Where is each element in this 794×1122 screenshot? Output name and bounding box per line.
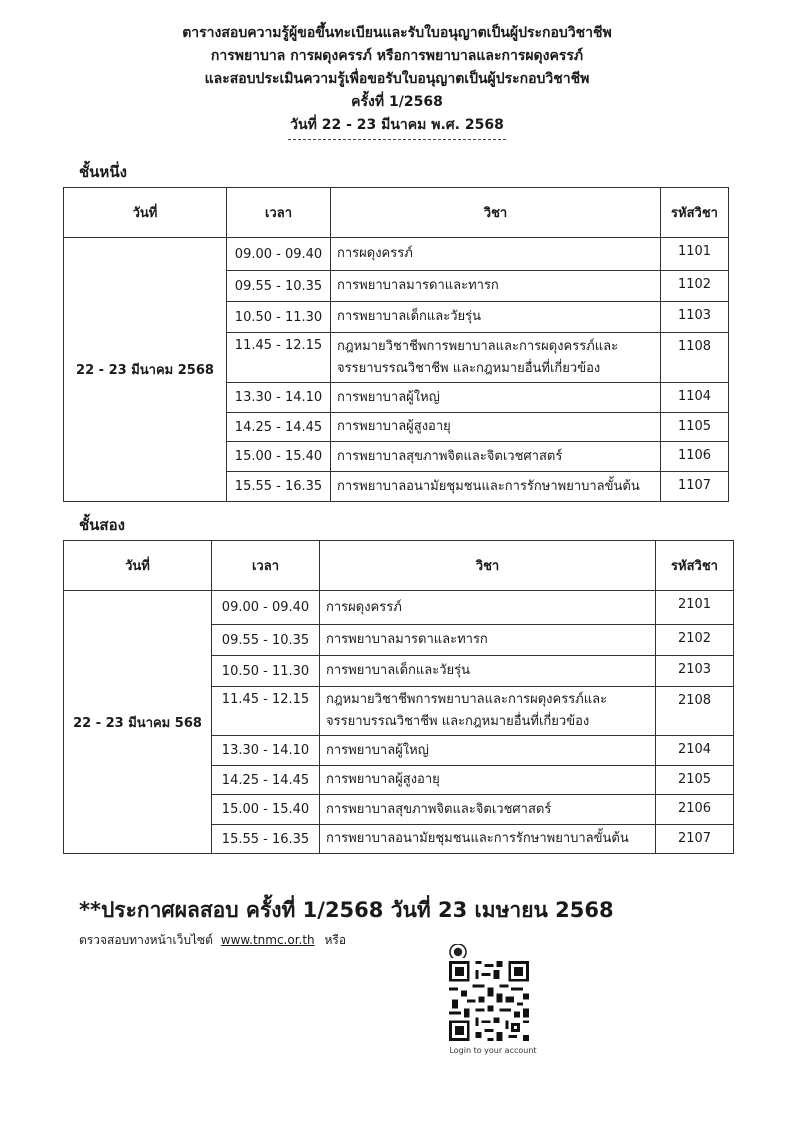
time-cell: 09.55 - 10.35 bbox=[212, 625, 320, 656]
exam-dates: วันที่ 22 - 23 มีนาคม พ.ศ. 2568 bbox=[290, 117, 504, 133]
col-date-header: วันที่ bbox=[64, 541, 212, 591]
code-cell: 2102 bbox=[656, 625, 734, 656]
code-cell: 2101 bbox=[656, 591, 734, 625]
qr-code-block bbox=[440, 944, 546, 1064]
title-line-2: การพยาบาล การผดุงครรภ์ หรือการพยาบาลและการผดุงครรภ์ bbox=[210, 48, 584, 64]
subject-cell: การพยาบาลอนามัยชุมชนและการรักษาพยาบาลขั้นต้น bbox=[320, 825, 656, 854]
exam-table-level-1 bbox=[63, 187, 729, 502]
table-row bbox=[64, 238, 729, 271]
table-header-row bbox=[64, 541, 734, 591]
qr-caption: Login to your account bbox=[449, 1046, 537, 1055]
check-results-text: ตรวจสอบทางหน้าเว็บไซต์ bbox=[79, 933, 213, 947]
time-cell: 14.25 - 14.45 bbox=[227, 413, 331, 442]
or-text: หรือ bbox=[324, 933, 347, 947]
exam-table-level-2 bbox=[63, 540, 734, 854]
subject-line-2: จรรยาบรรณวิชาชีพ และกฎหมายอื่นที่เกี่ยวข้อง bbox=[326, 714, 590, 729]
exam-date-cell: 22 - 23 มีนาคม 568 bbox=[64, 591, 212, 854]
time-cell: 13.30 - 14.10 bbox=[227, 383, 331, 413]
time-cell: 11.45 - 12.15 bbox=[227, 333, 331, 383]
code-cell: 1101 bbox=[661, 238, 729, 271]
subject-line-2: จรรยาบรรณวิชาชีพ และกฎหมายอื่นที่เกี่ยวข้อง bbox=[337, 360, 601, 376]
round-number: ครั้งที่ 1/2568 bbox=[351, 94, 443, 110]
col-subject-header: วิชา bbox=[320, 541, 656, 591]
table-header-row bbox=[64, 188, 729, 238]
code-cell: 2108 bbox=[656, 687, 734, 736]
time-cell: 15.55 - 16.35 bbox=[212, 825, 320, 854]
code-cell: 1102 bbox=[661, 271, 729, 302]
col-subject-header: วิชา bbox=[331, 188, 661, 238]
qr-code-icon[interactable] bbox=[444, 958, 534, 1044]
time-cell: 13.30 - 14.10 bbox=[212, 736, 320, 766]
subject-cell: การพยาบาลผู้ใหญ่ bbox=[320, 736, 656, 766]
code-cell: 1108 bbox=[661, 333, 729, 383]
subject-cell: การพยาบาลเด็กและวัยรุ่น bbox=[320, 656, 656, 687]
code-cell: 1107 bbox=[661, 472, 729, 502]
subject-cell: การพยาบาลมารดาและทารก bbox=[320, 625, 656, 656]
time-cell: 10.50 - 11.30 bbox=[212, 656, 320, 687]
subject-line-1: กฎหมายวิชาชีพการพยาบาลและการผดุงครรภ์และ bbox=[337, 338, 619, 354]
subject-cell: การพยาบาลมารดาและทารก bbox=[331, 271, 661, 302]
col-code-header: รหัสวิชา bbox=[661, 188, 729, 238]
code-cell: 1104 bbox=[661, 383, 729, 413]
time-cell: 10.50 - 11.30 bbox=[227, 302, 331, 333]
subject-line-1: กฎหมายวิชาชีพการพยาบาลและการผดุงครรภ์และ bbox=[326, 692, 608, 707]
document-header bbox=[0, 22, 794, 140]
subject-cell: การพยาบาลเด็กและวัยรุ่น bbox=[331, 302, 661, 333]
code-cell: 2106 bbox=[656, 795, 734, 825]
title-line-1: ตารางสอบความรู้ผู้ขอขึ้นทะเบียนและรับใบอนุญาตเป็นผู้ประกอบวิชาชีพ bbox=[182, 25, 612, 41]
subject-cell: การพยาบาลผู้สูงอายุ bbox=[320, 766, 656, 795]
code-cell: 2104 bbox=[656, 736, 734, 766]
code-cell: 1106 bbox=[661, 442, 729, 472]
subject-cell: การพยาบาลอนามัยชุมชนและการรักษาพยาบาลขั้นต้น bbox=[331, 472, 661, 502]
check-results-line bbox=[79, 931, 346, 950]
time-cell: 15.00 - 15.40 bbox=[212, 795, 320, 825]
code-cell: 1103 bbox=[661, 302, 729, 333]
subject-cell: การผดุงครรภ์ bbox=[331, 238, 661, 271]
col-time-header: เวลา bbox=[212, 541, 320, 591]
time-cell: 15.55 - 16.35 bbox=[227, 472, 331, 502]
code-cell: 2103 bbox=[656, 656, 734, 687]
time-cell: 09.00 - 09.40 bbox=[227, 238, 331, 271]
subject-cell bbox=[320, 687, 656, 736]
table-row bbox=[64, 591, 734, 625]
time-cell: 09.00 - 09.40 bbox=[212, 591, 320, 625]
time-cell: 15.00 - 15.40 bbox=[227, 442, 331, 472]
code-cell: 2105 bbox=[656, 766, 734, 795]
result-announcement: **ประกาศผลสอบ ครั้งที่ 1/2568 วันที่ 23 เมษายน 2568 bbox=[79, 898, 614, 922]
time-cell: 14.25 - 14.45 bbox=[212, 766, 320, 795]
section-title-level-1: ชั้นหนึ่ง bbox=[79, 163, 127, 181]
subject-cell bbox=[331, 333, 661, 383]
col-time-header: เวลา bbox=[227, 188, 331, 238]
website-link[interactable]: www.tnmc.or.th bbox=[220, 933, 315, 947]
subject-cell: การพยาบาลผู้สูงอายุ bbox=[331, 413, 661, 442]
code-cell: 2107 bbox=[656, 825, 734, 854]
time-cell: 11.45 - 12.15 bbox=[212, 687, 320, 736]
title-line-3: และสอบประเมินความรู้เพื่อขอรับใบอนุญาตเป็นผู้ประกอบวิชาชีพ bbox=[204, 71, 590, 87]
header-divider bbox=[288, 139, 506, 140]
section-title-level-2: ชั้นสอง bbox=[79, 516, 125, 534]
time-cell: 09.55 - 10.35 bbox=[227, 271, 331, 302]
exam-date-cell: 22 - 23 มีนาคม 2568 bbox=[64, 238, 227, 502]
subject-cell: การพยาบาลสุขภาพจิตและจิตเวชศาสตร์ bbox=[331, 442, 661, 472]
code-cell: 1105 bbox=[661, 413, 729, 442]
subject-cell: การพยาบาลผู้ใหญ่ bbox=[331, 383, 661, 413]
col-code-header: รหัสวิชา bbox=[656, 541, 734, 591]
subject-cell: การผดุงครรภ์ bbox=[320, 591, 656, 625]
col-date-header: วันที่ bbox=[64, 188, 227, 238]
subject-cell: การพยาบาลสุขภาพจิตและจิตเวชศาสตร์ bbox=[320, 795, 656, 825]
